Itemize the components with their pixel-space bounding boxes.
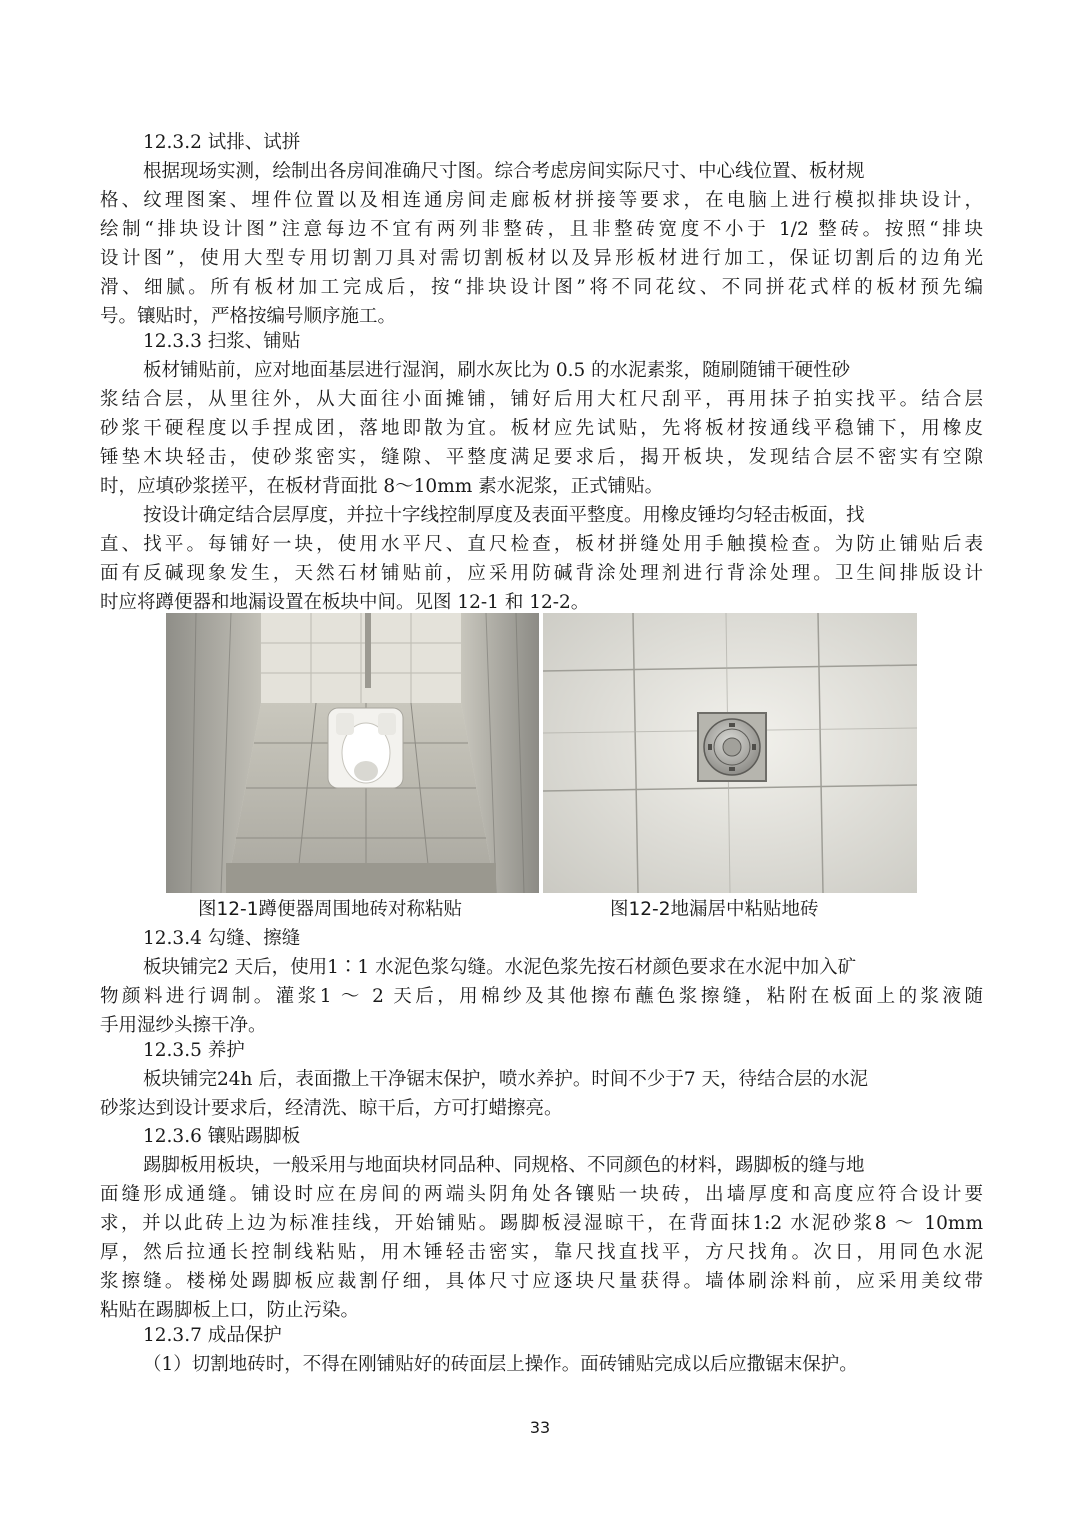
paragraph-line: 直、找平。每铺好一块，使用水平尺、直尺检查，板材拼缝处用手触摸检查。为防止铺贴后表 xyxy=(100,534,983,555)
figure-12-1-caption: 图12-1蹲便器周围地砖对称粘贴 xyxy=(198,899,462,920)
paragraph-line: 格、纹理图案、埋件位置以及相连通房间走廊板材拼接等要求，在电脑上进行模拟排块设计， xyxy=(100,190,983,211)
figure-12-1-photo xyxy=(166,613,539,893)
paragraph-line: 板块铺完2 天后，使用1∶1 水泥色浆勾缝。水泥色浆先按石材颜色要求在水泥中加入矿 xyxy=(143,957,857,978)
paragraph-line: 根据现场实测，绘制出各房间准确尺寸图。综合考虑房间实际尺寸、中心线位置、板材规 xyxy=(143,161,865,182)
paragraph-line: 绘制“排块设计图”注意每边不宜有两列非整砖，且非整砖宽度不小于 1/2 整砖。按照“排块 xyxy=(100,219,983,240)
section-heading-12-3-6: 12.3.6 镶贴踢脚板 xyxy=(143,1126,301,1147)
paragraph-line: 浆结合层，从里往外，从大面往小面摊铺，铺好后用大杠尺刮平，再用抹子拍实找平。结合层 xyxy=(100,389,983,410)
paragraph-line: 浆擦缝。楼梯处踢脚板应裁割仔细，具体尺寸应逐块尺量获得。墙体刷涂料前，应采用美纹带 xyxy=(100,1271,983,1292)
paragraph-line: 求，并以此砖上边为标准挂线，开始铺贴。踢脚板浸湿晾干，在背面抹1:2 水泥砂浆8 ～ 10mm xyxy=(100,1213,983,1234)
floor-drain-image xyxy=(543,613,917,893)
section-heading-12-3-4: 12.3.4 勾缝、擦缝 xyxy=(143,928,301,949)
paragraph-line: 砂浆达到设计要求后，经清洗、晾干后，方可打蜡擦亮。 xyxy=(100,1098,563,1119)
paragraph-line: 手用湿纱头擦干净。 xyxy=(100,1015,267,1036)
paragraph-line: 物颜料进行调制。灌浆1 ～ 2 天后，用棉纱及其他擦布蘸色浆擦缝，粘附在板面上的浆液随 xyxy=(100,986,983,1007)
paragraph-line: 砂浆干硬程度以手捏成团，落地即散为宜。板材应先试贴，先将板材按通线平稳铺下，用橡皮 xyxy=(100,418,983,439)
section-heading-12-3-2: 12.3.2 试排、试拼 xyxy=(143,132,301,153)
paragraph-line: 粘贴在踢脚板上口，防止污染。 xyxy=(100,1300,360,1321)
figure-12-2-photo xyxy=(543,613,917,893)
section-heading-12-3-3: 12.3.3 扫浆、铺贴 xyxy=(143,331,301,352)
section-heading-12-3-7: 12.3.7 成品保护 xyxy=(143,1325,282,1346)
page-number: 33 xyxy=(529,1418,551,1437)
paragraph-line: 时，应填砂浆搓平，在板材背面批 8～10mm 素水泥浆，正式铺贴。 xyxy=(100,476,664,497)
paragraph-line: 面有反碱现象发生，天然石材铺贴前，应采用防碱背涂处理剂进行背涂处理。卫生间排版设计 xyxy=(100,563,983,584)
paragraph-line: （1）切割地砖时，不得在刚铺贴好的砖面层上操作。面砖铺贴完成以后应撒锯末保护。 xyxy=(143,1354,858,1375)
paragraph-line: 面缝形成通缝。铺设时应在房间的两端头阴角处各镶贴一块砖，出墙厚度和高度应符合设计要 xyxy=(100,1184,983,1205)
paragraph-line: 板材铺贴前，应对地面基层进行湿润，刷水灰比为 0.5 的水泥素浆，随刷随铺干硬性砂 xyxy=(143,360,851,381)
paragraph-line: 按设计确定结合层厚度，并拉十字线控制厚度及表面平整度。用橡皮锤均匀轻击板面，找 xyxy=(143,505,865,526)
squat-toilet-image xyxy=(166,613,539,893)
paragraph-line: 滑、细腻。所有板材加工完成后，按“排块设计图”将不同花纹、不同拼花式样的板材预先编 xyxy=(100,277,983,298)
figure-12-2-caption: 图12-2地漏居中粘贴地砖 xyxy=(610,899,819,920)
paragraph-line: 板块铺完24h 后，表面撒上干净锯末保护，喷水养护。时间不少于7 天，待结合层的水泥 xyxy=(143,1069,868,1090)
paragraph-line: 时应将蹲便器和地漏设置在板块中间。见图 12-1 和 12-2。 xyxy=(100,592,590,613)
paragraph-line: 号。镶贴时，严格按编号顺序施工。 xyxy=(100,306,397,327)
paragraph-line: 设计图”，使用大型专用切割刀具对需切割板材以及异形板材进行加工，保证切割后的边角光 xyxy=(100,248,983,269)
paragraph-line: 厚，然后拉通长控制线粘贴，用木锤轻击密实，靠尺找直找平，方尺找角。次日，用同色水泥 xyxy=(100,1242,983,1263)
paragraph-line: 锤垫木块轻击，使砂浆密实，缝隙、平整度满足要求后，揭开板块，发现结合层不密实有空隙 xyxy=(100,447,983,468)
section-heading-12-3-5: 12.3.5 养护 xyxy=(143,1040,245,1061)
paragraph-line: 踢脚板用板块，一般采用与地面块材同品种、同规格、不同颜色的材料，踢脚板的缝与地 xyxy=(143,1155,865,1176)
